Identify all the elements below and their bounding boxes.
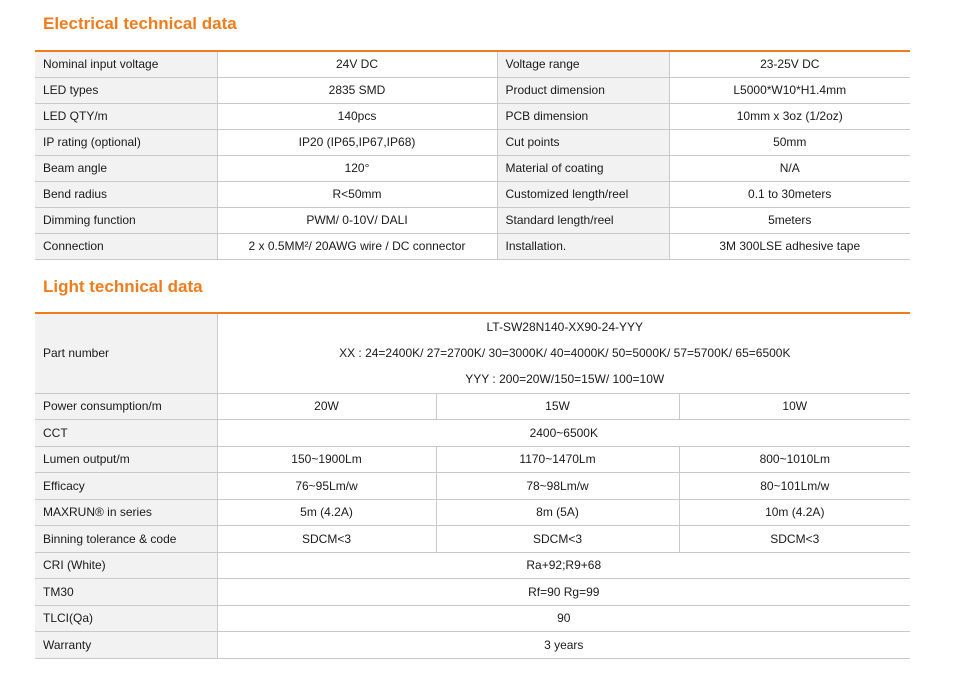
row-value: 76~95Lm/w — [217, 473, 436, 500]
row-value: R<50mm — [217, 181, 497, 207]
row-label: PCB dimension — [497, 103, 669, 129]
row-value: PWM/ 0-10V/ DALI — [217, 207, 497, 233]
row-label: Connection — [35, 233, 217, 259]
row-value: 15W — [436, 393, 679, 420]
row-label: Bend radius — [35, 181, 217, 207]
part-number-line: XX : 24=2400K/ 27=2700K/ 30=3000K/ 40=4000K/ 50=5000K/ 57=5700K/ 65=6500K — [339, 346, 791, 361]
table-row — [35, 155, 910, 181]
table-row — [35, 526, 910, 553]
row-value: 2400~6500K — [217, 420, 910, 447]
row-label: Warranty — [35, 632, 217, 659]
row-label: Efficacy — [35, 473, 217, 500]
row-value: L5000*W10*H1.4mm — [669, 77, 910, 103]
table-row — [35, 632, 910, 659]
row-value: 78~98Lm/w — [436, 473, 679, 500]
row-value: 2835 SMD — [217, 77, 497, 103]
row-value: 3 years — [217, 632, 910, 659]
table-row — [35, 103, 910, 129]
row-label: TM30 — [35, 579, 217, 606]
part-number-value — [217, 313, 910, 393]
row-value: SDCM<3 — [436, 526, 679, 553]
row-value: 8m (5A) — [436, 499, 679, 526]
table-row — [35, 473, 910, 500]
electrical-section-title: Electrical technical data — [43, 14, 237, 33]
row-value: Ra+92;R9+68 — [217, 552, 910, 579]
row-label: Beam angle — [35, 155, 217, 181]
row-label: CCT — [35, 420, 217, 447]
row-label: TLCI(Qa) — [35, 605, 217, 632]
light-table — [35, 312, 910, 659]
row-value: Rf=90 Rg=99 — [217, 579, 910, 606]
row-value: IP20 (IP65,IP67,IP68) — [217, 129, 497, 155]
row-value: 0.1 to 30meters — [669, 181, 910, 207]
row-value: 10W — [679, 393, 910, 420]
table-row — [35, 579, 910, 606]
table-row — [35, 313, 910, 393]
row-value: 24V DC — [217, 51, 497, 77]
row-value: 10m (4.2A) — [679, 499, 910, 526]
row-value: 120° — [217, 155, 497, 181]
table-row — [35, 129, 910, 155]
row-label: LED types — [35, 77, 217, 103]
row-value: 10mm x 3oz (1/2oz) — [669, 103, 910, 129]
row-label: Cut points — [497, 129, 669, 155]
row-label: Power consumption/m — [35, 393, 217, 420]
row-label: IP rating (optional) — [35, 129, 217, 155]
row-value: 2 x 0.5MM²/ 20AWG wire / DC connector — [217, 233, 497, 259]
row-value: 90 — [217, 605, 910, 632]
row-value: N/A — [669, 155, 910, 181]
table-row — [35, 393, 910, 420]
table-row — [35, 605, 910, 632]
row-value: 80~101Lm/w — [679, 473, 910, 500]
row-label: LED QTY/m — [35, 103, 217, 129]
row-value: 1170~1470Lm — [436, 446, 679, 473]
row-label: Material of coating — [497, 155, 669, 181]
row-label: Dimming function — [35, 207, 217, 233]
table-row — [35, 233, 910, 259]
row-value: 5m (4.2A) — [217, 499, 436, 526]
row-value: 3M 300LSE adhesive tape — [669, 233, 910, 259]
row-label: MAXRUN® in series — [35, 499, 217, 526]
table-row — [35, 181, 910, 207]
light-section-title: Light technical data — [43, 277, 203, 296]
part-number-line: LT-SW28N140-XX90-24-YYY — [486, 320, 644, 335]
row-value: 140pcs — [217, 103, 497, 129]
table-row — [35, 420, 910, 447]
row-value: SDCM<3 — [217, 526, 436, 553]
row-label: Installation. — [497, 233, 669, 259]
row-value: 23-25V DC — [669, 51, 910, 77]
part-number-label: Part number — [35, 313, 217, 393]
electrical-table — [35, 50, 910, 260]
table-row — [35, 77, 910, 103]
row-value: 50mm — [669, 129, 910, 155]
row-value: 20W — [217, 393, 436, 420]
table-row — [35, 446, 910, 473]
row-label: Customized length/reel — [497, 181, 669, 207]
row-value: 5meters — [669, 207, 910, 233]
table-row — [35, 51, 910, 77]
table-row — [35, 207, 910, 233]
row-value: SDCM<3 — [679, 526, 910, 553]
row-value: 800~1010Lm — [679, 446, 910, 473]
part-number-line: YYY : 200=20W/150=15W/ 100=10W — [465, 372, 665, 387]
row-label: CRI (White) — [35, 552, 217, 579]
row-label: Standard length/reel — [497, 207, 669, 233]
row-label: Binning tolerance & code — [35, 526, 217, 553]
row-value: 150~1900Lm — [217, 446, 436, 473]
row-label: Product dimension — [497, 77, 669, 103]
row-label: Lumen output/m — [35, 446, 217, 473]
table-row — [35, 499, 910, 526]
table-row — [35, 552, 910, 579]
row-label: Nominal input voltage — [35, 51, 217, 77]
row-label: Voltage range — [497, 51, 669, 77]
